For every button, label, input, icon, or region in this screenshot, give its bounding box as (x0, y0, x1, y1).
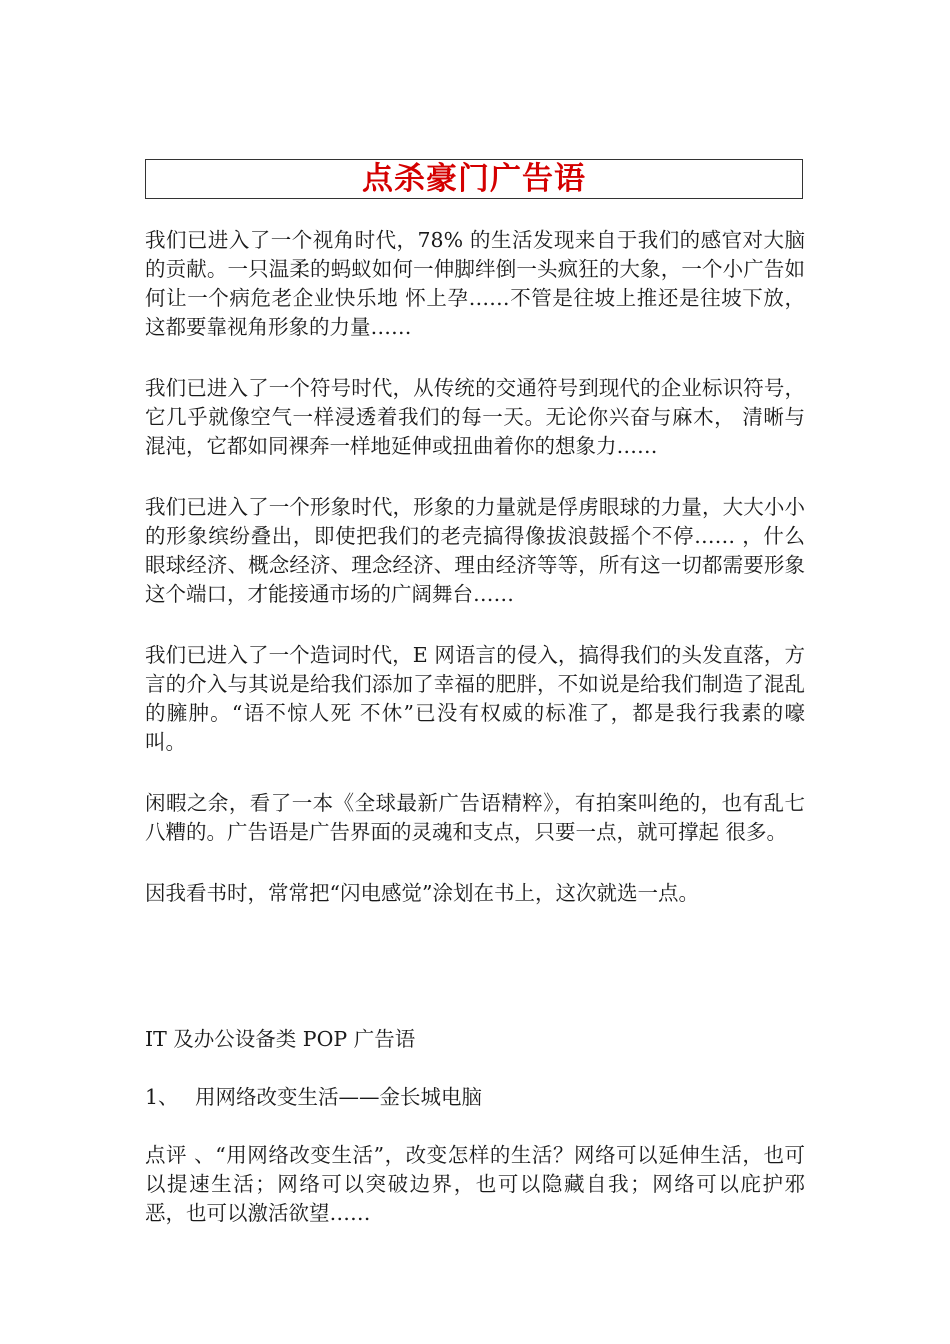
document-title: 点杀豪门广告语 (362, 160, 586, 197)
intro-paragraph-5: 闲暇之余，看了一本《全球最新广告语精粹》，有拍案叫绝的，也有乱七八糟的。广告语是广告界面的灵魂和支点，只要一点，就可撑起 很多。 (145, 791, 805, 844)
review-paragraph: 点评 、“用网络改变生活”，改变怎样的生活？网络可以延伸生活，也可以提速生活；网络可以突破边界，也可以隐藏自我；网络可以庇护邪 恶，也可以激活欲望…… (145, 1143, 805, 1225)
intro-paragraph-3: 我们已进入了一个形象时代，形象的力量就是俘虏眼球的力量，大大小小的形象缤纷叠出，即使把我们的老壳搞得像拔浪鼓摇个不停…… ，什么眼球经济、概念经济、理念经济、理由经济等等，所有这一切都需要形象这个端口，才能接通市场的广阔舞台…… (145, 495, 805, 606)
intro-paragraph-2: 我们已进入了一个符号时代，从传统的交通符号到现代的企业标识符号，它几乎就像空气一样浸透着我们的每一天。无论你兴奋与麻木， 清晰与混沌，它都如同裸奔一样地延伸或扭曲着你的想象力…… (145, 376, 805, 458)
intro-paragraph-4: 我们已进入了一个造词时代，E 网语言的侵入，搞得我们的头发直落，方言的介入与其说是给我们添加了幸福的肥胖，不如说是给我们制造了混乱的臃肿。“语不惊人死 不休”已没有权威的标准了，都是我行我素的嚎叫。 (145, 643, 805, 754)
intro-body (145, 226, 805, 908)
item-number: 1、 (145, 1085, 179, 1109)
intro-paragraph-6: 因我看书时，常常把“闪电感觉”涂划在书上，这次就选一点。 (145, 881, 699, 905)
item-text: 用网络改变生活——金长城电脑 (195, 1085, 482, 1109)
title-box (145, 159, 803, 199)
intro-paragraph-1: 我们已进入了一个视角时代，78% 的生活发现来自于我们的感官对大脑的贡献。一只温柔的蚂蚁如何一伸脚绊倒一头疯狂的大象，一个小广告如何让一个病危老企业快乐地 怀上孕……不管是往坡上推还是往坡下放，这都要靠视角形象的力量…… (145, 228, 805, 339)
item-heading (145, 1083, 805, 1112)
section-heading: IT 及办公设备类 POP 广告语 (145, 1027, 416, 1051)
